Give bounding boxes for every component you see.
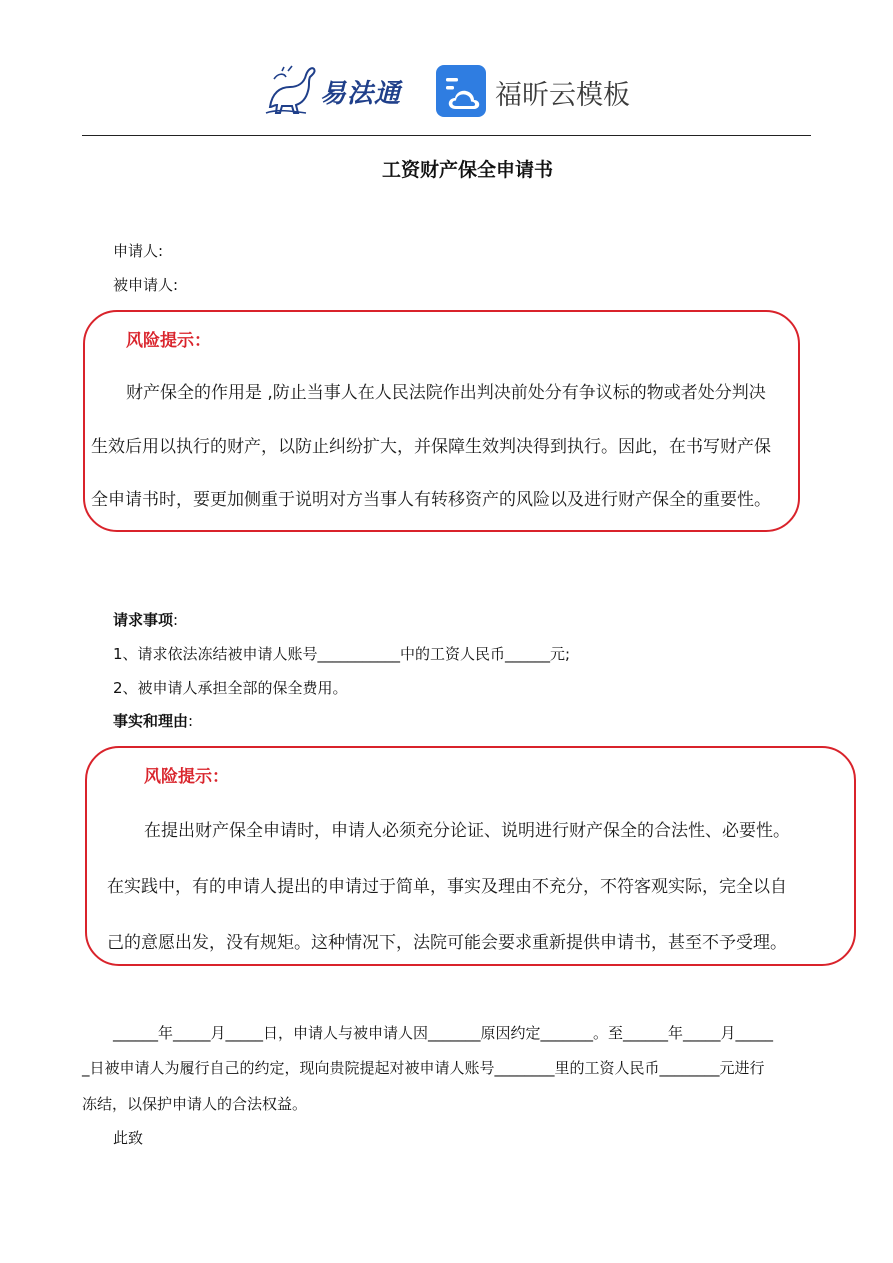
closing-salutation: 此致 — [113, 1129, 144, 1147]
request-heading — [113, 609, 178, 630]
yifatong-logo-text: 易法通 — [320, 79, 402, 109]
request-heading-text: 请求事项 — [113, 611, 174, 629]
document-title: 工资财产保全申请书 — [381, 159, 553, 181]
header-divider — [82, 135, 811, 136]
risk-notice-line: 在提出财产保全申请时，申请人必须充分论证、说明进行财产保全的合法性、必要性。 — [144, 821, 790, 841]
foxit-cloud-template-icon — [436, 65, 486, 117]
facts-heading-colon: : — [188, 712, 194, 730]
risk-notice-line: 全申请书时，要更加侧重于说明对方当事人有转移资产的风险以及进行财产保全的重要性。 — [91, 490, 771, 510]
request-heading-colon: : — [173, 611, 179, 629]
respondent-label: 被申请人: — [113, 276, 179, 294]
body-paragraph-line: ______年_____月_____日，申请人与被申请人因_______原因约定_______。至______年_____月_____ — [113, 1024, 774, 1042]
risk-notice-line: 生效后用以执行的财产，以防止纠纷扩大，并保障生效判决得到执行。因此，在书写财产保 — [91, 437, 771, 457]
risk-notice-line: 己的意愿出发，没有规矩。这种情况下，法院可能会要求重新提供申请书，甚至不予受理。 — [107, 933, 787, 953]
facts-heading-text: 事实和理由 — [113, 712, 189, 730]
page-header — [0, 55, 893, 130]
request-item: 2、被申请人承担全部的保全费用。 — [113, 679, 348, 697]
body-paragraph-line: 冻结，以保护申请人的合法权益。 — [82, 1095, 308, 1113]
risk-notice-box — [83, 310, 800, 532]
risk-notice-line: 在实践中，有的申请人提出的申请过于简单，事实及理由不充分，不符客观实际，完全以自 — [107, 877, 787, 897]
facts-heading — [113, 710, 193, 731]
risk-notice-line: 财产保全的作用是 ,防止当事人在人民法院作出判决前处分有争议标的物或者处分判决 — [126, 383, 766, 403]
risk-notice-title: 风险提示： — [144, 767, 229, 787]
foxit-cloud-template-text: 福昕云模板 — [495, 80, 630, 111]
request-item: 1、请求依法冻结被申请人账号___________中的工资人民币______元; — [113, 645, 571, 663]
applicant-label: 申请人: — [113, 242, 164, 260]
risk-notice-title: 风险提示： — [126, 331, 211, 351]
qilin-emblem-icon — [262, 63, 320, 117]
yifatong-logo — [262, 63, 412, 117]
body-paragraph-line: _日被申请人为履行自己的约定，现向贵院提起对被申请人账号________里的工资人民币________元进行 — [82, 1059, 765, 1077]
risk-notice-box — [85, 746, 856, 966]
